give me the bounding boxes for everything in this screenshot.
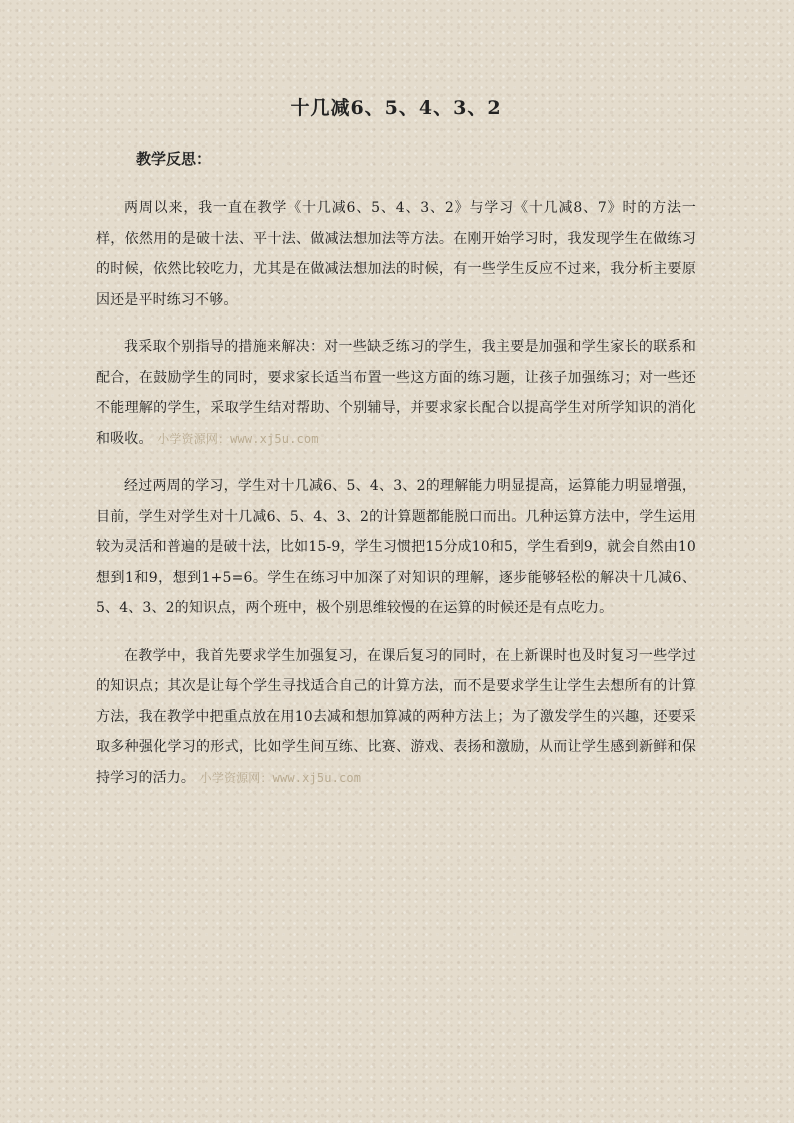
- paragraph-3-text: 经过两周的学习，学生对十几减6、5、4、3、2的理解能力明显提高，运算能力明显增强，目前，学生对学生对十几减6、5、4、3、2的计算题都能脱口而出。几种运算方法中，学生运用较为灵活和普遍的是破十法，比如15-9，学生习惯把15分成10和5，学生看到9，就会自然由10想到1和9，想到1+5=6。学生在练习中加深了对知识的理解，逐步能够轻松的解决十几减6、5、4、3、2的知识点，两个班中，极个别思维较慢的在运算的时候还是有点吃力。: [96, 478, 696, 616]
- watermark-text: 小学资源网：www.xj5u.com: [157, 431, 319, 446]
- body-text: [96, 193, 696, 810]
- section-heading: 教学反思：: [136, 150, 212, 168]
- paragraph-1: [96, 193, 696, 315]
- paragraph-1-text: 两周以来，我一直在教学《十几减6、5、4、3、2》与学习《十几减8、7》时的方法一样，依然用的是破十法、平十法、做减法想加法等方法。在刚开始学习时，我发现学生在做练习的时候，依然比较吃力，尤其是在做减法想加法的时候，有一些学生反应不过来，我分析主要原因还是平时练习不够。: [96, 200, 696, 308]
- paragraph-2: [96, 332, 696, 454]
- paragraph-4: [96, 641, 696, 794]
- paragraph-3: [96, 471, 696, 624]
- paragraph-2-text: 我采取个别指导的措施来解决：对一些缺乏练习的学生，我主要是加强和学生家长的联系和配合，在鼓励学生的同时，要求家长适当布置一些这方面的练习题，让孩子加强练习；对一些还不能理解的学生，采取学生结对帮助、个别辅导，并要求家长配合以提高学生对所学知识的消化和吸收。: [96, 339, 696, 447]
- document-title: 十几减6、5、4、3、2: [290, 97, 502, 119]
- watermark-text: 小学资源网：www.xj5u.com: [199, 770, 362, 785]
- paragraph-4-text: 在教学中，我首先要求学生加强复习，在课后复习的同时，在上新课时也及时复习一些学过的知识点；其次是让每个学生寻找适合自己的计算方法，而不是要求学生让学生去想所有的计算方法，我在教学中把重点放在用10去减和想加算减的两种方法上；为了激发学生的兴趣，还要采取多种强化学习的形式，比如学生间互练、比赛、游戏、表扬和激励，从而让学生感到新鲜和保持学习的活力。: [96, 647, 696, 786]
